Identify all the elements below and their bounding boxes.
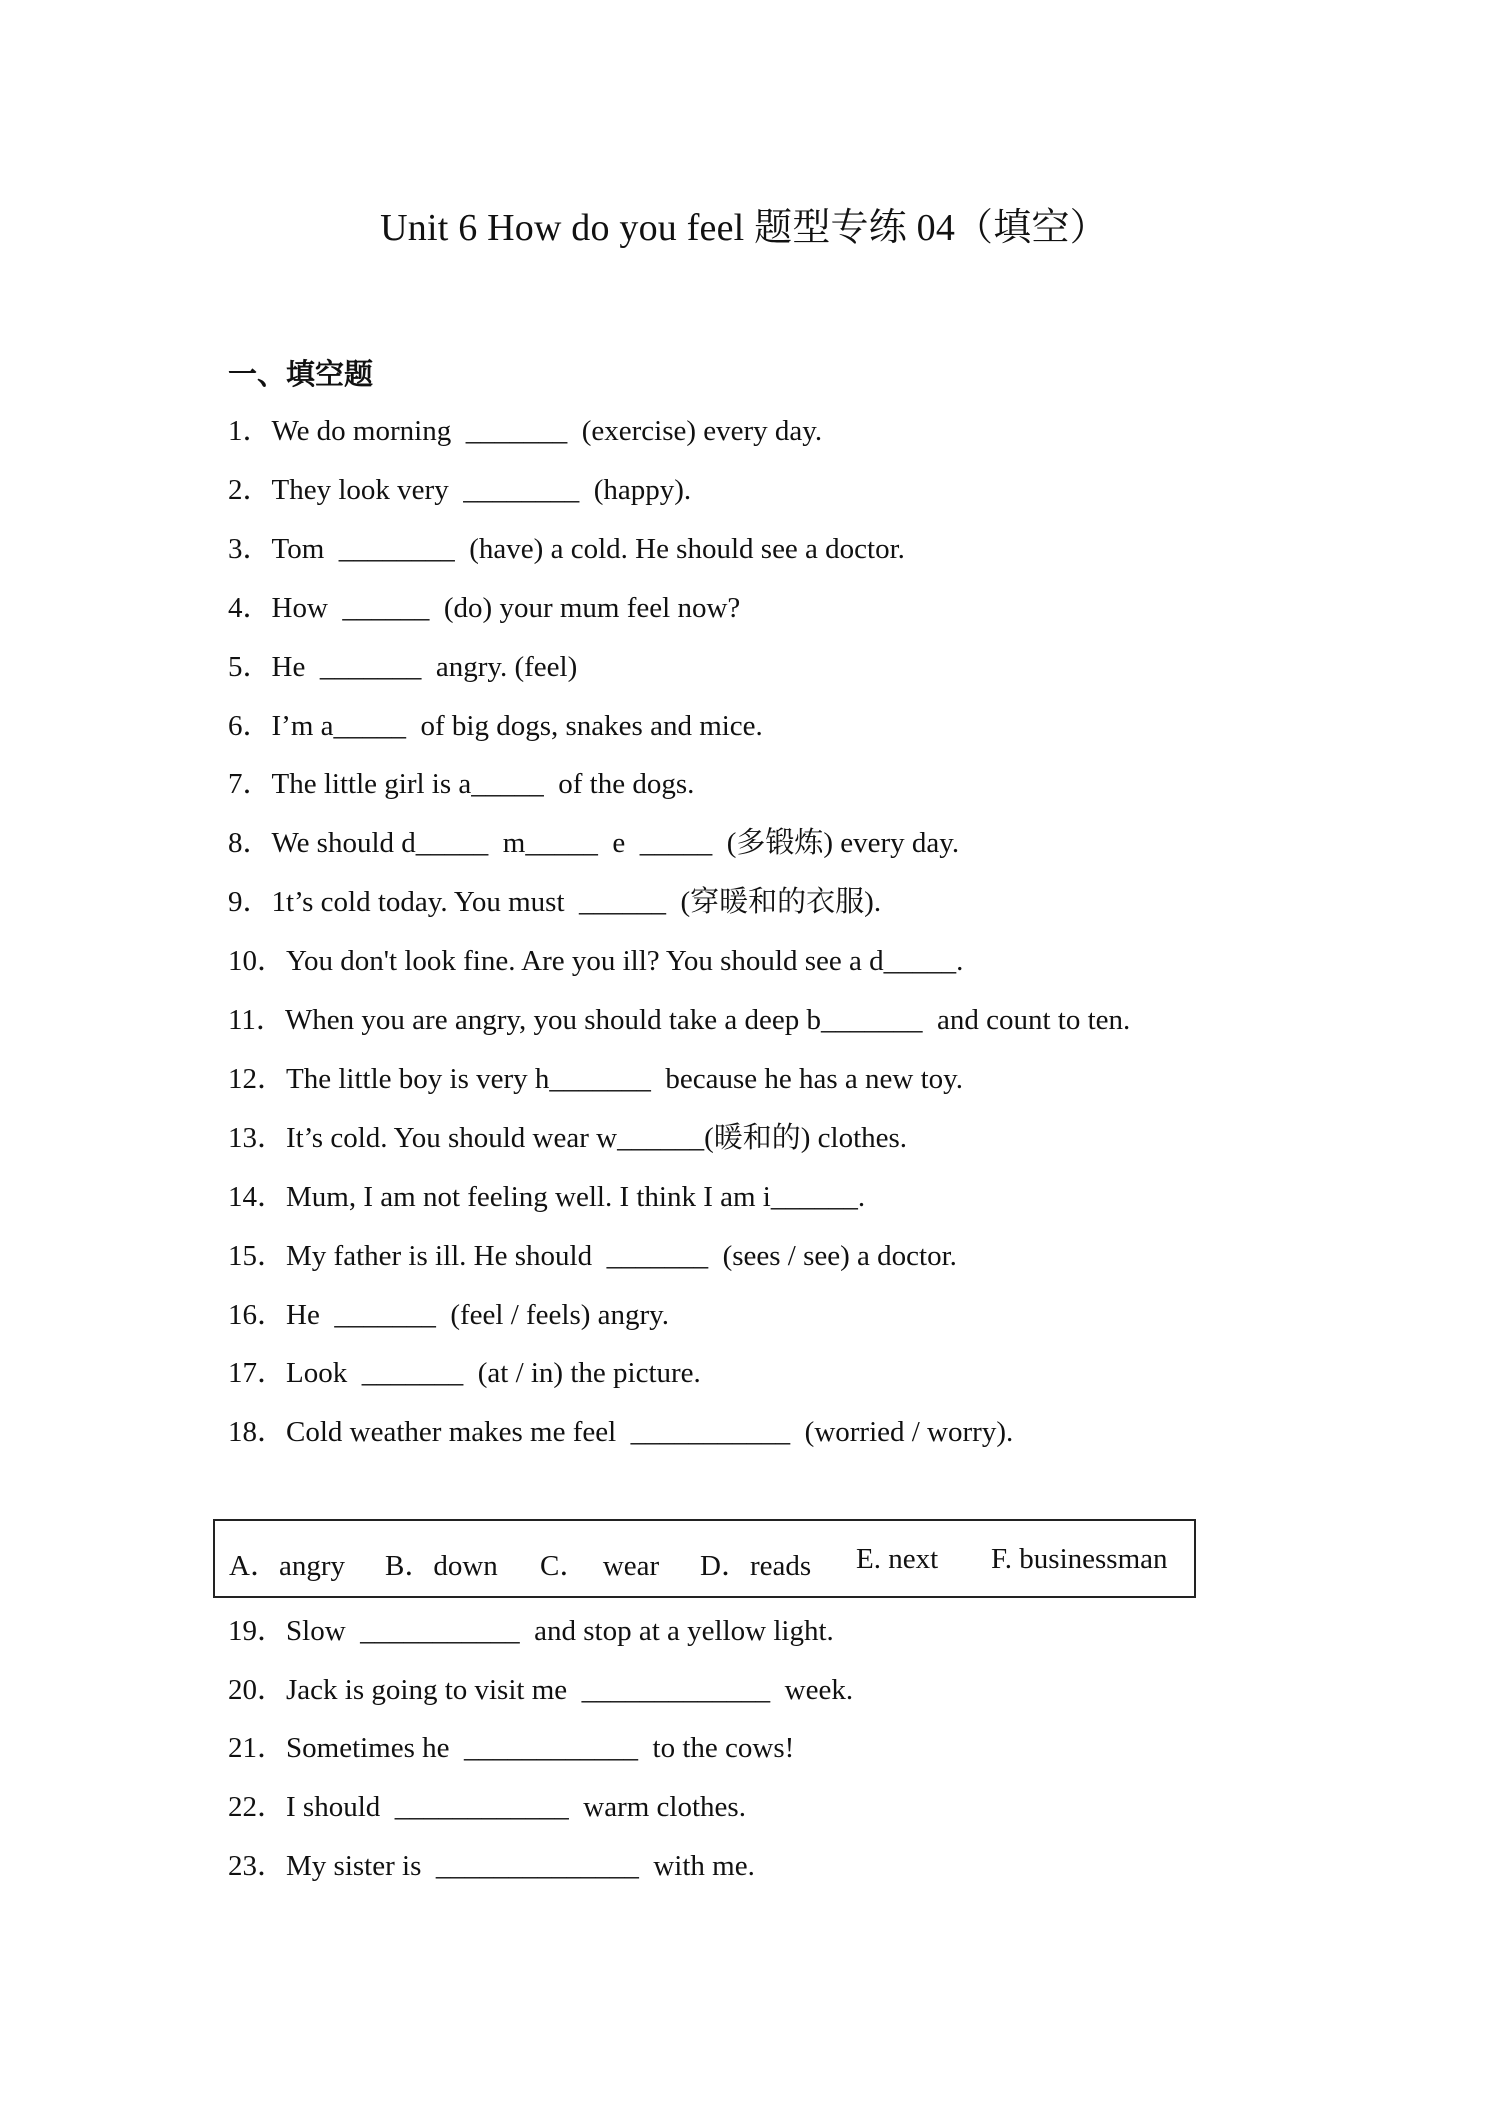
question-item — [228, 879, 881, 920]
question-item — [228, 1350, 701, 1391]
question-item — [228, 1608, 834, 1649]
option-d: D．reads — [700, 1550, 812, 1582]
question-number: 17． — [228, 1357, 287, 1390]
question-text: When you are angry, you should take a deep b_______ and count to ten. — [284, 1004, 1131, 1036]
question-number: 20． — [228, 1673, 287, 1706]
question-item — [228, 1233, 957, 1274]
question-item — [228, 1409, 1013, 1450]
question-number: 15． — [228, 1239, 287, 1272]
question-text: My father is ill. He should _______ (sees / see) a doctor. — [286, 1239, 957, 1272]
question-item — [228, 820, 959, 861]
question-number: 3． — [228, 532, 272, 565]
question-text: You don't look fine. Are you ill? You should see a d_____. — [286, 945, 964, 978]
question-item — [228, 1725, 794, 1766]
question-text: Slow ___________ and stop at a yellow light. — [286, 1615, 834, 1647]
question-text: He _______ (feel / feels) angry. — [286, 1298, 670, 1331]
section-heading: 一、填空题 — [228, 357, 374, 391]
question-item — [228, 585, 740, 626]
question-item — [228, 526, 905, 567]
question-item — [228, 761, 694, 802]
question-text: Sometimes he ____________ to the cows! — [286, 1732, 795, 1765]
question-item — [228, 408, 822, 449]
question-text: 1t’s cold today. You must ______ (穿暖和的衣服). — [271, 886, 882, 919]
question-number: 11． — [228, 1004, 285, 1036]
question-number: 10． — [228, 945, 287, 978]
question-item — [228, 467, 691, 508]
question-item — [228, 1056, 963, 1097]
question-item — [228, 1174, 865, 1215]
question-number: 6． — [228, 709, 272, 742]
option-c: C． wear — [540, 1550, 660, 1582]
option-b: B．down — [385, 1550, 498, 1582]
question-text: Cold weather makes me feel ___________ (worried / worry). — [286, 1416, 1014, 1449]
question-number: 9． — [228, 886, 272, 919]
question-number: 23． — [228, 1849, 287, 1882]
option-f: F. businessman — [991, 1543, 1168, 1575]
question-item — [228, 1784, 746, 1825]
question-text: The little boy is very h_______ because he has a new toy. — [286, 1062, 964, 1095]
question-number: 13． — [228, 1121, 287, 1154]
question-item — [228, 938, 963, 979]
question-number: 21． — [228, 1732, 287, 1765]
question-item — [228, 1292, 669, 1333]
question-number: 14． — [228, 1180, 287, 1213]
question-text: Mum, I am not feeling well. I think I am i______. — [286, 1180, 866, 1213]
question-text: We should d_____ m_____ e _____ (多锻炼) every day. — [271, 827, 960, 860]
question-text: Tom ________ (have) a cold. He should see a doctor. — [271, 532, 905, 565]
option-e: E. next — [856, 1543, 939, 1575]
question-text: They look very ________ (happy). — [271, 473, 692, 506]
question-number: 19． — [228, 1615, 287, 1647]
question-item — [228, 703, 763, 744]
question-item — [228, 1843, 755, 1884]
option-a: A．angry — [229, 1550, 345, 1582]
question-number: 12． — [228, 1062, 287, 1095]
question-text: He _______ angry. (feel) — [271, 650, 578, 683]
word-bank-box — [213, 1519, 1196, 1598]
question-text: My sister is ______________ with me. — [286, 1849, 755, 1882]
question-item — [228, 997, 1130, 1038]
question-number: 16． — [228, 1298, 287, 1331]
question-number: 5． — [228, 650, 272, 683]
question-number: 1． — [228, 415, 272, 447]
question-number: 8． — [228, 827, 272, 860]
question-text: We do morning _______ (exercise) every day. — [271, 415, 823, 447]
question-number: 22． — [228, 1791, 287, 1824]
question-number: 2． — [228, 473, 272, 506]
question-item — [228, 1115, 907, 1156]
question-number: 7． — [228, 768, 272, 801]
question-text: I should ____________ warm clothes. — [286, 1791, 746, 1824]
question-number: 4． — [228, 591, 272, 624]
question-item — [228, 1667, 853, 1708]
page-title: Unit 6 How do you feel 题型专练 04（填空） — [380, 207, 1108, 249]
question-text: How ______ (do) your mum feel now? — [271, 591, 741, 624]
question-text: I’m a_____ of big dogs, snakes and mice. — [271, 709, 763, 742]
question-text: The little girl is a_____ of the dogs. — [271, 768, 695, 801]
question-text: It’s cold. You should wear w______(暖和的) clothes. — [286, 1121, 908, 1154]
question-text: Jack is going to visit me _____________ week. — [286, 1673, 854, 1706]
question-number: 18． — [228, 1416, 287, 1449]
question-item — [228, 644, 577, 685]
question-text: Look _______ (at / in) the picture. — [286, 1357, 701, 1390]
